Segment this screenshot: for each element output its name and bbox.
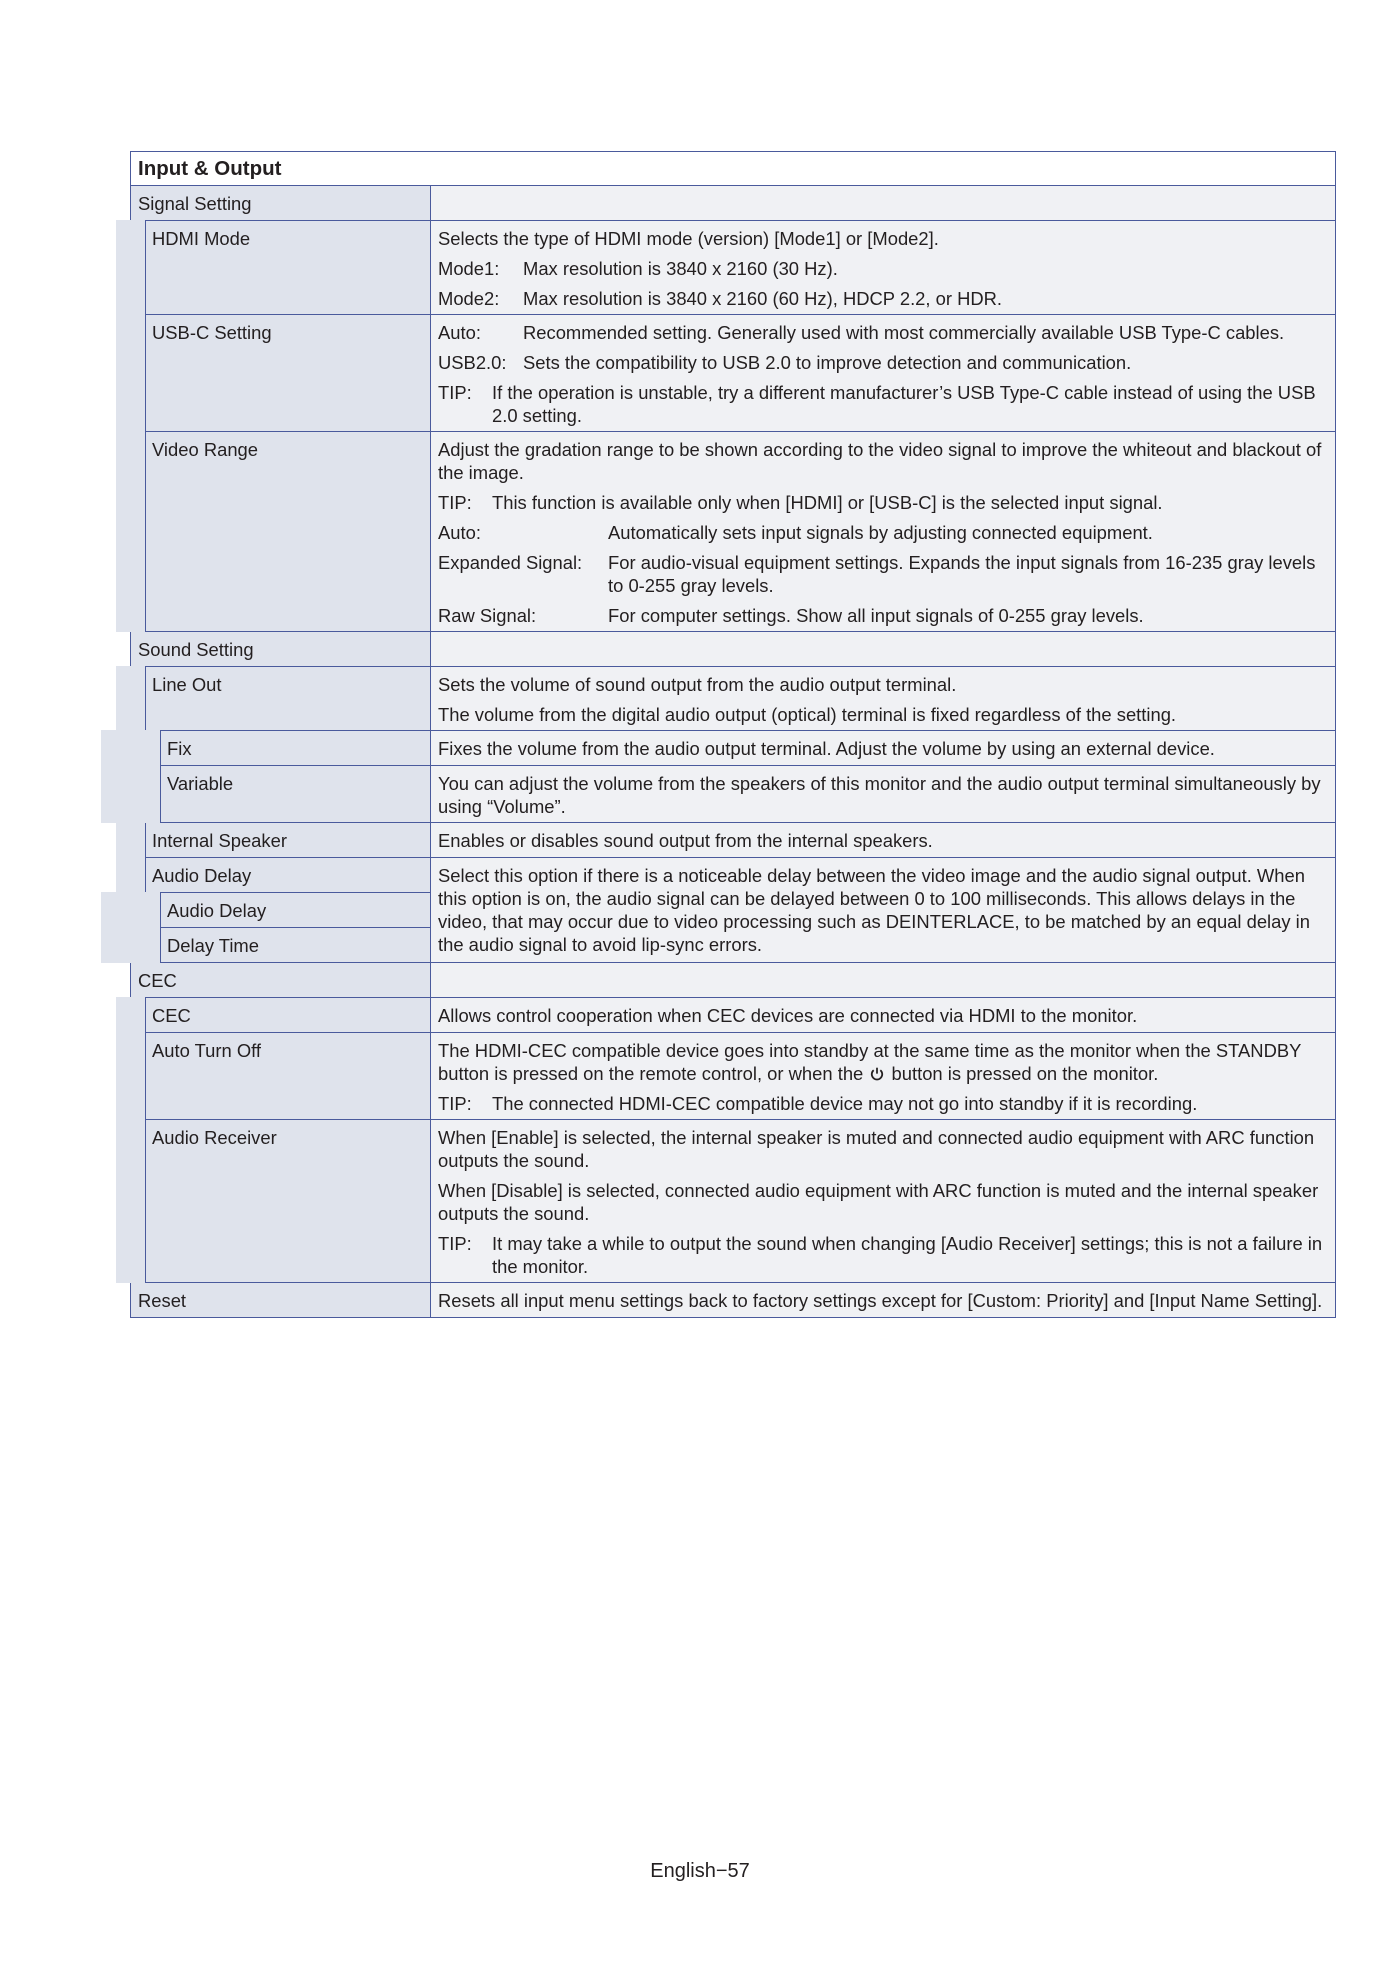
auto-turn-off-description — [431, 1033, 1336, 1120]
empty-cell — [431, 632, 1336, 667]
power-icon — [870, 1067, 884, 1081]
raw-signal-term: Raw Signal: — [438, 605, 537, 626]
hdmi-mode-label: HDMI Mode — [131, 221, 431, 315]
auto-turn-off-label: Auto Turn Off — [131, 1033, 431, 1120]
section-title-row — [131, 152, 1336, 186]
usb2-term: USB2.0: — [438, 352, 507, 373]
table-row — [131, 823, 1336, 858]
audio-receiver-desc-2: When [Disable] is selected, connected audio equipment with ARC function is muted and the internal speaker outputs the sound. — [438, 1180, 1319, 1224]
usbc-auto-definition — [438, 321, 1327, 344]
table-row — [131, 998, 1336, 1033]
video-range-description — [431, 432, 1336, 632]
mode2-term: Mode2: — [438, 288, 500, 309]
video-range-tip — [438, 491, 1327, 514]
reset-description: Resets all input menu settings back to factory settings except for [Custom: Priority] and [Input Name Setting]. — [431, 1283, 1336, 1318]
table-row — [131, 963, 1336, 998]
tip-term: TIP: — [438, 492, 472, 513]
internal-speaker-label: Internal Speaker — [131, 823, 431, 858]
table-row — [131, 186, 1336, 221]
reset-label: Reset — [131, 1283, 431, 1318]
cec-item-description: Allows control cooperation when CEC devices are connected via HDMI to the monitor. — [431, 998, 1336, 1033]
usbc-setting-label: USB-C Setting — [131, 315, 431, 432]
delay-time-label: Delay Time — [131, 928, 431, 963]
mode2-definition — [438, 287, 1327, 310]
page-number: English−57 — [650, 1860, 750, 1882]
table-row — [131, 858, 1336, 893]
mode1-definition — [438, 257, 1327, 280]
mode1-desc: Max resolution is 3840 x 2160 (30 Hz). — [523, 258, 838, 279]
hdmi-mode-description — [431, 221, 1336, 315]
tip-term: TIP: — [438, 382, 472, 403]
line-out-desc-1: Sets the volume of sound output from the audio output terminal. — [438, 674, 957, 695]
internal-speaker-description: Enables or disables sound output from the internal speakers. — [431, 823, 1336, 858]
empty-cell — [431, 963, 1336, 998]
tip-term: TIP: — [438, 1233, 472, 1254]
sound-setting-label: Sound Setting — [131, 632, 431, 667]
video-range-desc-text: Adjust the gradation range to be shown according to the video signal to improve the whiteout and blackout of the image. — [438, 439, 1322, 483]
usb2-desc: Sets the compatibility to USB 2.0 to improve detection and communication. — [523, 352, 1132, 373]
table-row — [131, 632, 1336, 667]
mode2-desc: Max resolution is 3840 x 2160 (60 Hz), HDCP 2.2, or HDR. — [523, 288, 1003, 309]
empty-cell — [431, 186, 1336, 221]
cec-group-label: CEC — [131, 963, 431, 998]
video-range-auto-definition — [438, 521, 1327, 544]
auto-turn-off-desc-b: button is pressed on the monitor. — [891, 1063, 1159, 1084]
input-output-menu-table — [101, 151, 1336, 1318]
table-row — [131, 1120, 1336, 1283]
usbc-tip-desc: If the operation is unstable, try a different manufacturer’s USB Type-C cable instead of using the USB 2.0 setting. — [492, 382, 1316, 426]
table-row — [131, 731, 1336, 766]
table-row — [131, 221, 1336, 315]
variable-label: Variable — [131, 766, 431, 823]
table-row — [131, 667, 1336, 731]
auto-turn-off-tip-desc: The connected HDMI-CEC compatible device may not go into standby if it is recording. — [492, 1093, 1198, 1114]
auto-term: Auto: — [438, 522, 481, 543]
fix-label: Fix — [131, 731, 431, 766]
expanded-signal-definition — [438, 551, 1327, 597]
auto-desc: Automatically sets input signals by adjusting connected equipment. — [608, 522, 1153, 543]
fix-description: Fixes the volume from the audio output terminal. Adjust the volume by using an external device. — [431, 731, 1336, 766]
raw-signal-definition — [438, 604, 1327, 627]
table-row — [131, 766, 1336, 823]
audio-receiver-tip-desc: It may take a while to output the sound when changing [Audio Receiver] settings; this is not a failure in the monitor. — [492, 1233, 1323, 1277]
audio-receiver-tip — [438, 1232, 1327, 1278]
usbc-tip — [438, 381, 1327, 427]
auto-turn-off-desc-a: The HDMI-CEC compatible device goes into standby at the same time as the monitor when the STANDBY button is pressed on the remote control, or when the — [438, 1040, 1302, 1084]
auto-turn-off-tip — [438, 1092, 1327, 1115]
usb2-definition — [438, 351, 1327, 374]
line-out-desc-2: The volume from the digital audio output (optical) terminal is fixed regardless of the setting. — [438, 704, 1177, 725]
expanded-signal-term: Expanded Signal: — [438, 552, 583, 573]
table-row — [131, 432, 1336, 632]
audio-receiver-label: Audio Receiver — [131, 1120, 431, 1283]
section-title: Input & Output — [131, 152, 1336, 186]
audio-delay-sub-label: Audio Delay — [131, 893, 431, 928]
audio-delay-description: Select this option if there is a noticeable delay between the video image and the audio signal output. When this option is on, the audio signal can be delayed between 0 to 100 milliseconds. This allows delays in the video, that may occur due to video processing such as DEINTERLACE, to be matched by an equal delay in the audio signal to avoid lip-sync errors. — [431, 858, 1336, 963]
audio-receiver-desc-1: When [Enable] is selected, the internal speaker is muted and connected audio equipment with ARC function outputs the sound. — [438, 1127, 1315, 1171]
usbc-auto-term: Auto: — [438, 322, 481, 343]
cec-item-label: CEC — [131, 998, 431, 1033]
variable-description: You can adjust the volume from the speakers of this monitor and the audio output terminal simultaneously by using “Volume”. — [431, 766, 1336, 823]
table-row — [131, 315, 1336, 432]
mode1-term: Mode1: — [438, 258, 500, 279]
video-range-label: Video Range — [131, 432, 431, 632]
line-out-label: Line Out — [131, 667, 431, 731]
table-row — [131, 1283, 1336, 1318]
usbc-auto-desc: Recommended setting. Generally used with most commercially available USB Type-C cables. — [523, 322, 1285, 343]
auto-turn-off-desc — [438, 1039, 1327, 1085]
audio-receiver-description — [431, 1120, 1336, 1283]
raw-signal-desc: For computer settings. Show all input signals of 0-255 gray levels. — [608, 605, 1144, 626]
signal-setting-label: Signal Setting — [131, 186, 431, 221]
audio-delay-label: Audio Delay — [131, 858, 431, 893]
line-out-description — [431, 667, 1336, 731]
video-range-tip-desc: This function is available only when [HDMI] or [USB-C] is the selected input signal. — [492, 492, 1163, 513]
table-row — [131, 1033, 1336, 1120]
usbc-setting-description — [431, 315, 1336, 432]
tip-term: TIP: — [438, 1093, 472, 1114]
hdmi-mode-desc-text: Selects the type of HDMI mode (version) [Mode1] or [Mode2]. — [438, 228, 939, 249]
expanded-signal-desc: For audio-visual equipment settings. Expands the input signals from 16-235 gray levels to 0-255 gray levels. — [608, 552, 1316, 596]
